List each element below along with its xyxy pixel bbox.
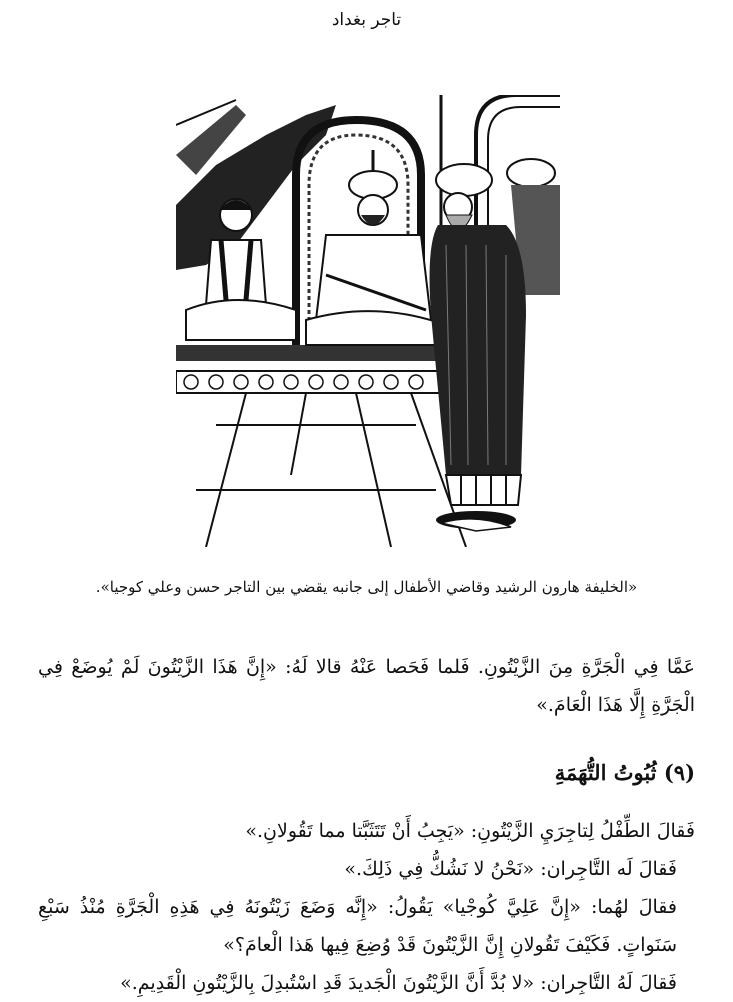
- illustration-caption: «الخليفة هارون الرشيد وقاضي الأطفال إلى جانبه يقضي بين التاجر حسن وعلي كوجيا».: [95, 578, 638, 596]
- dialogue-line: فَقالَ لَه التَّاجِران: «نَحْنُ لا نَشُكُّ فِي ذَلِكَ.»: [344, 858, 677, 880]
- paragraph-text: عَمَّا فِي الْجَرَّةِ مِنَ الزَّيْتُونِ. فَلما فَحَصا عَنْهُ قالا لَهُ: «إِنَّ هَذَا الزَّيْتُونَ لَمْ يُوضَعْ فِي الْجَرَّةِ إِلَّا هَذَا الْعَامَ.»: [38, 656, 695, 716]
- running-head: تاجر بغداد: [331, 10, 402, 30]
- dialogue-line: فقالَ لهُما: «إِنَّ عَلِيَّ كُوجْيا» يَقُولُ: «إِنَّه وَضَعَ زَيْتُونَهُ فِي هَذِهِ الْجَرَّةِ مُنْذُ سَبْعِ سَنَواتٍ. فَكَيْفَ تَقُولانِ إِنَّ الزَّيْتُونَ قَدْ وُضِعَ فِيها هَذا الْعامَ؟»: [38, 896, 677, 956]
- dialogue-line: فَقالَ لَهُ التَّاجِران: «لا بُدَّ أَنَّ الزَّيْتُونَ الْجَديدَ قَدِ اسْتُبدِلَ بِالزَّيْتُونِ الْقَدِيمِ.»: [120, 972, 677, 994]
- dialogue-block: [38, 812, 695, 1002]
- dialogue-line: فَقالَ الطِّفْلُ لِتاجِرَيِ الزَّيْتُونِ: «يَجِبُ أَنْ تَتَثَبَّتا مما تَقُولانِ.»: [245, 820, 695, 842]
- section-heading: (٩) ثُبُوتُ التُّهَمَةِ: [554, 760, 695, 785]
- paragraph-1: [38, 648, 695, 724]
- illustration: [176, 95, 560, 547]
